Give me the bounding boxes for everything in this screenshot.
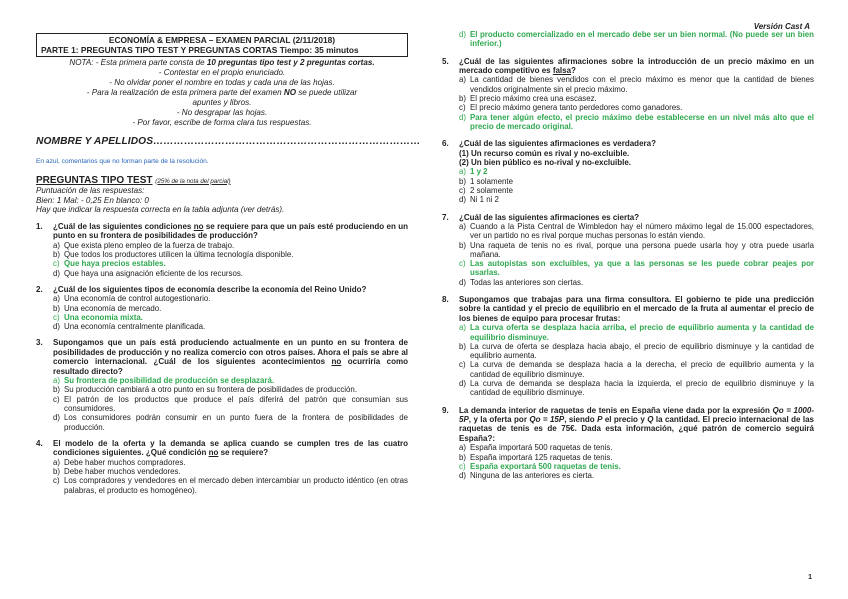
option-c[interactable]: c) El precio máximo genera tanto perdedores como ganadores. — [459, 103, 683, 113]
option-b[interactable]: b) La curva de oferta se desplaza hacia abajo, el precio de equilibrio disminuye y la cantidad de equilibrio aumenta. — [459, 341, 814, 361]
note-1: NOTA: - Esta primera parte consta de 10 preguntas tipo test y 2 preguntas cortas. — [69, 58, 375, 67]
exam-title: ECONOMÍA & EMPRESA – EXAMEN PARCIAL (2/11/2018) — [108, 35, 336, 45]
option-b[interactable]: b) El precio máximo crea una escasez. — [459, 94, 597, 103]
option-b[interactable]: b) España importará 125 raquetas de tenis. — [459, 452, 613, 462]
option-c-correct[interactable]: c) Que haya precios estables. — [53, 259, 166, 269]
option-c[interactable]: c) Los compradores y vendedores en el mercado deben intercambiar un producto idéntico (en otras palabras, el producto es homogéneo). — [53, 476, 408, 495]
scoring-info: Puntuación de las respuestas: Bien: 1 Mal: - 0,25 En blanco: 0 Hay que indicar la respuesta correcta en la tabla adjunta (ver detrás). — [36, 186, 285, 215]
name-field[interactable]: NOMBRE Y APELLIDOS…………………………………………………………………… — [36, 136, 421, 147]
right-column — [442, 30, 814, 480]
statement-1: (1) Un recurso común es rival y no-excluible. — [459, 148, 630, 158]
statement-2: (2) Un bien público es no-rival y no-excluible. — [459, 158, 632, 167]
option-d[interactable]: d) Los consumidores podrán consumir en un punto fuera de la frontera de posibilidades de producción. — [53, 413, 408, 432]
option-a[interactable]: a) Debe haber muchos compradores. — [53, 457, 186, 467]
option-a[interactable]: a) Cuando a la Pista Central de Wimbledon hay el número máximo legal de 15.000 espectadores, ver un partido no es rival porque muchas personas lo están viendo. — [459, 222, 814, 241]
option-d[interactable]: d) Que haya una asignación eficiente de los recursos. — [53, 268, 243, 278]
exam-notes — [36, 58, 408, 128]
question-text: ¿Cuál de las siguientes afirmaciones es cierta? — [459, 212, 640, 222]
exam-header — [36, 33, 408, 57]
option-d[interactable]: d) Todas las anteriores son ciertas. — [459, 277, 584, 287]
question-6: 6. ¿Cuál de las siguientes afirmaciones es verdadera? (1) Un recurso común es rival y no-excluible. (2) Un bien público es no-rival y no-excluible. a) 1 y 2 b) 1 solamente c) 2 solamente d) Ni 1 ni 2 — [442, 139, 814, 204]
option-d-correct[interactable]: d) Para tener algún efecto, el precio máximo debe establecerse en un nivel más alto que el precio de mercado original. — [459, 112, 814, 131]
left-column — [36, 33, 421, 495]
version-label: Versión Cast A — [753, 22, 810, 31]
option-a-correct[interactable]: a) 1 y 2 — [459, 167, 488, 177]
note-2: - Contestar en el propio enunciado. — [158, 68, 286, 77]
question-text: ¿Cuál de las siguientes afirmaciones sobre la introducción de un precio máximo en un mercado competitivo es falsa? — [459, 56, 814, 75]
option-a[interactable]: a) Una economía de control autogestionario. — [53, 294, 211, 304]
question-text: ¿Cuál de los siguientes tipos de economía describe la economía del Reino Unido? — [53, 284, 367, 294]
question-4-continued — [459, 30, 814, 49]
option-c[interactable]: c) 2 solamente — [459, 186, 513, 195]
question-text: El modelo de la oferta y la demanda se aplica cuando se cumplen tres de las cuatro condiciones siguientes. ¿Qué condición no se requiere? — [53, 438, 408, 458]
option-d-correct[interactable]: d) El producto comercializado en el mercado debe ser un bien normal. (No puede ser un bien inferior.) — [459, 30, 814, 49]
option-d[interactable]: d) Una economía centralmente planificada. — [53, 322, 206, 332]
option-a[interactable]: a) Que exista pleno empleo de la fuerza de trabajo. — [53, 240, 235, 250]
question-1: 1. ¿Cuál de las siguientes condiciones no se requiere para que un país esté produciendo en un punto en su frontera de posibilidades de producción? a) Que exista pleno empleo de la fuerza de trabajo. b) Que todos los productores utilicen la última tecnología disponible. c) Que haya precios estables. d) Que haya una asignación eficiente de los recursos. — [36, 221, 408, 278]
option-c-correct[interactable]: c) Las autopistas son excluibles, ya que a las personas se les puede cobrar peajes por usarlas. — [459, 259, 814, 278]
question-text: Supongamos que trabajas para una firma consultora. El gobierno te pide una predicción sobre la cantidad y el precio de equilibrio en el mercado de la fruta al aumentar el precio de los bienes de equipo para procesar frutas: — [459, 295, 814, 323]
option-c[interactable]: c) El patrón de los productos que produce el país diferirá del patrón que consumían sus consumidores. — [53, 394, 408, 413]
option-b[interactable]: b) Una economía de mercado. — [53, 303, 162, 313]
option-d[interactable]: d) La curva de demanda se desplaza hacia la izquierda, el precio de equilibrio disminuye y la cantidad de equilibrio disminuye. — [459, 379, 814, 398]
option-b[interactable]: b) Una raqueta de tenis no es rival, porque una persona puede usarla hoy y otra puede usarla mañana. — [459, 240, 814, 259]
question-5: 5. ¿Cuál de las siguientes afirmaciones sobre la introducción de un precio máximo en un mercado competitivo es falsa? a) La cantidad de bienes vendidos con el precio máximo es menor que la cantidad de bienes vendidos originalmente sin el precio máximo. b) El precio máximo crea una escasez. c) El precio máximo genera tanto perdedores como ganadores. d) Para tener algún efecto, el precio máximo debe establecerse en un nivel más alto que el precio de mercado original. — [442, 56, 814, 131]
question-3: 3. Supongamos que un país está produciendo actualmente en un punto en su frontera de posibilidades de producción y no realiza comercio con otros países. Ahora el país se abre al comercio internacional. ¿Cuál de los siguientes acontecimientos no ocurriría como resultado directo? a) Su frontera de posibilidad de producción se desplazará. b) Su producción cambiará a otro punto en su frontera de posibilidades de producción. c) El patrón de los productos que produce el país diferirá del patrón que consumían sus consumidores. d) Los consumidores podrán consumir en un punto fuera de la frontera de posibilidades de producción. — [36, 338, 408, 432]
option-b[interactable]: b) Que todos los productores utilicen la última tecnología disponible. — [53, 250, 294, 259]
note-3: - No olvidar poner el nombre en todas y cada una de las hojas. — [109, 78, 335, 87]
option-c-correct[interactable]: c) España exportará 500 raquetas de tenis. — [459, 461, 621, 471]
option-a-correct[interactable]: a) La curva oferta se desplaza hacia arriba, el precio de equilibrio aumenta y la cantidad de equilibrio disminuye. — [459, 323, 814, 342]
option-a[interactable]: a) La cantidad de bienes vendidos con el precio máximo es menor que la cantidad de bienes vendidos originalmente sin el precio máximo. — [459, 75, 814, 94]
question-2: 2. ¿Cuál de los siguientes tipos de economía describe la economía del Reino Unido? a) Una economía de control autogestionario. b) Una economía de mercado. c) Una economía mixta. d) Una economía centralmente planificada. — [36, 285, 408, 332]
exam-part-title: PARTE 1: PREGUNTAS TIPO TEST Y PREGUNTAS CORTAS Tiempo: 35 minutos — [41, 45, 359, 55]
question-text: ¿Cuál de las siguientes condiciones no se requiere para que un país esté produciendo en un punto en su frontera de posibilidades de producción? — [53, 221, 408, 241]
option-d[interactable]: d) Ninguna de las anteriores es cierta. — [459, 471, 595, 481]
question-text: ¿Cuál de las siguientes afirmaciones es verdadera? — [459, 139, 656, 149]
option-c[interactable]: c) La curva de demanda se desplaza hacia a la derecha, el precio de equilibrio aumenta y la cantidad de equilibrio disminuye. — [459, 360, 814, 379]
option-b[interactable]: b) Su producción cambiará a otro punto en su frontera de posibilidades de producción. — [53, 385, 358, 395]
question-text: Supongamos que un país está produciendo actualmente en un punto en su frontera de posibilidades de producción y no realiza comercio con otros países. Ahora el país se abre al comercio internacional. ¿Cuál de los siguientes acontecimientos no ocurriría como resultado directo? — [53, 338, 408, 376]
option-b[interactable]: b) Debe haber muchos vendedores. — [53, 467, 181, 476]
page-number: 1 — [808, 574, 812, 581]
question-9: 9. La demanda interior de raquetas de tenis en España viene dada por la expresión Qo = 1000-5P, y la oferta por Qo = 15P, siendo P el precio y Q la cantidad. El precio internacional de las raquetas de tenis es de 75€. Dada esta información, ¿qué patrón de comercio seguirá España?: a) España importará 500 raquetas de tenis. b) España importará 125 raquetas de tenis. c) España exportará 500 raquetas de tenis. d) Ninguna de las anteriores es cierta. — [442, 405, 814, 481]
question-7: 7. ¿Cuál de las siguientes afirmaciones es cierta? a) Cuando a la Pista Central de Wimbledon hay el número máximo legal de 15.000 espectadores, ver un partido no es rival porque muchas personas lo están viendo. b) Una raqueta de tenis no es rival, porque una persona puede usarla hoy y otra puede usarla mañana. c) Las autopistas son excluibles, ya que a las personas se les puede cobrar peajes por usarlas. d) Todas las anteriores son ciertas. — [442, 212, 814, 287]
note-5: - No desgrapar las hojas. — [176, 108, 268, 117]
option-c-correct[interactable]: c) Una economía mixta. — [53, 312, 143, 322]
question-4: 4. El modelo de la oferta y la demanda se aplica cuando se cumplen tres de las cuatro condiciones siguientes. ¿Qué condición no se requiere? a) Debe haber muchos compradores. b) Debe haber muchos vendedores. c) Los compradores y vendedores en el mercado deben intercambiar un producto idéntico (en otras palabras, el producto es homogéneo). — [36, 438, 408, 495]
note-4: - Para la realización de esta primera parte del examen NO se puede utilizar apuntes y libros. — [86, 88, 358, 107]
note-6: - Por favor, escribe de forma clara tus respuestas. — [132, 118, 312, 127]
question-8: 8. Supongamos que trabajas para una firma consultora. El gobierno te pide una predicción sobre la cantidad y el precio de equilibrio en el mercado de la fruta al aumentar el precio de los bienes de equipo para procesar frutas: a) La curva oferta se desplaza hacia arriba, el precio de equilibrio aumenta y la cantidad de equilibrio disminuye. b) La curva de oferta se desplaza hacia abajo, el precio de equilibrio disminuye y la cantidad de equilibrio aumenta. c) La curva de demanda se desplaza hacia a la derecha, el precio de equilibrio aumenta y la cantidad de equilibrio disminuye. d) La curva de demanda se desplaza hacia la izquierda, el precio de equilibrio disminuye y la cantidad de equilibrio disminuye. — [442, 295, 814, 398]
option-a-correct[interactable]: a) Su frontera de posibilidad de producción se desplazará. — [53, 376, 275, 386]
blue-note: En azul, comentarios que no forman parte de la resolución. — [36, 157, 209, 165]
option-d[interactable]: d) Ni 1 ni 2 — [459, 195, 499, 205]
option-a[interactable]: a) España importará 500 raquetas de tenis. — [459, 443, 613, 453]
option-b[interactable]: b) 1 solamente — [459, 176, 513, 186]
section-title: PREGUNTAS TIPO TEST (25% de la nota del parcial) — [36, 174, 231, 186]
question-text: La demanda interior de raquetas de tenis en España viene dada por la expresión Qo = 1000-5P, y la oferta por Qo = 15P, siendo P el precio y Q la cantidad. El precio internacional de las raquetas de tenis es de 75€. Dada esta información, ¿qué patrón de comercio seguirá España?: — [459, 405, 814, 443]
